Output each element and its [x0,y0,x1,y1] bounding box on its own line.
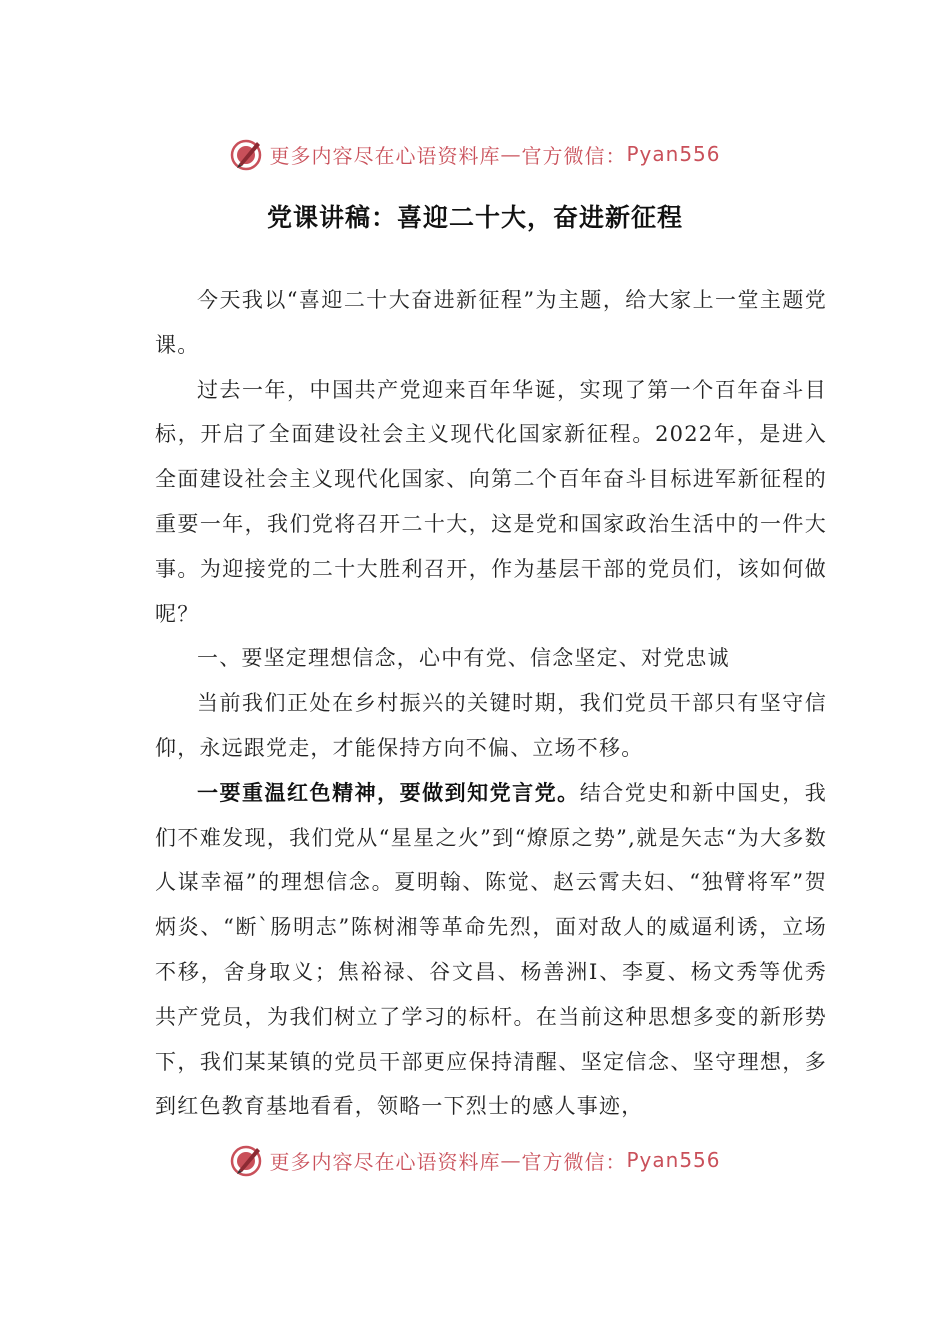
paragraph-lead-bold: 一要重温红色精神，要做到知党言党。 [197,779,580,805]
paragraph-section-1-intro: 当前我们正处在乡村振兴的关键时期，我们党员干部只有坚守信仰，永远跟党走，才能保持方向不偏、立场不移。 [155,691,827,760]
document-body [155,278,827,1129]
banner-text: 更多内容尽在心语资料库 [269,143,501,168]
banner-wechat-id: Pyan556 [626,1148,721,1172]
banner-wechat-label: 官方微信： [521,1149,627,1174]
paragraph-red-spirit-text: 结合党史和新中国史，我们不难发现，我们党从“星星之火”到“燎原之势”,就是矢志“为大多数人谋幸福”的理想信念。夏明翰、陈觉、赵云霄夫妇、“独臂将军”贺炳炎、“断`肠明志”陈树湘等革命先烈，面对敌人的威逼利诱，立场不移，舍身取义；焦裕禄、谷文昌、杨善洲I、李夏、杨文秀等优秀共产党员，为我们树立了学习的标杆。在当前这种思想多变的新形势下，我们某某镇的党员干部更应保持清醒、坚定信念、坚守理想，多到红色教育基地看看，领略一下烈士的感人事迹， [155,780,827,1119]
banner-wechat-label: 官方微信： [521,143,627,168]
banner-separator: — [500,1148,522,1172]
pen-seal-logo-icon [229,1142,265,1178]
watermark-banner-bottom [0,1138,950,1182]
watermark-banner-top [0,132,950,176]
paragraph-intro: 今天我以“喜迎二十大奋进新征程”为主题，给大家上一堂主题党课。 [155,288,827,357]
banner-separator: — [500,142,522,166]
document-title: 党课讲稿：喜迎二十大，奋进新征程 [266,203,683,232]
banner-text: 更多内容尽在心语资料库 [269,1149,501,1174]
banner-wechat-id: Pyan556 [626,142,721,166]
section-heading-1: 一、要坚定理想信念，心中有党、信念坚定、对党忠诚 [197,646,730,671]
paragraph-background: 过去一年，中国共产党迎来百年华诞，实现了第一个百年奋斗目标，开启了全面建设社会主义现代化国家新征程。2022年，是进入全面建设社会主义现代化国家、向第二个百年奋斗目标进军新征程的重要一年，我们党将召开二十大，这是党和国家政治生活中的一件大事。为迎接党的二十大胜利召开，作为基层干部的党员们，该如何做呢？ [155,377,827,626]
pen-seal-logo-icon [229,136,265,172]
paragraph-red-spirit [155,771,827,1129]
